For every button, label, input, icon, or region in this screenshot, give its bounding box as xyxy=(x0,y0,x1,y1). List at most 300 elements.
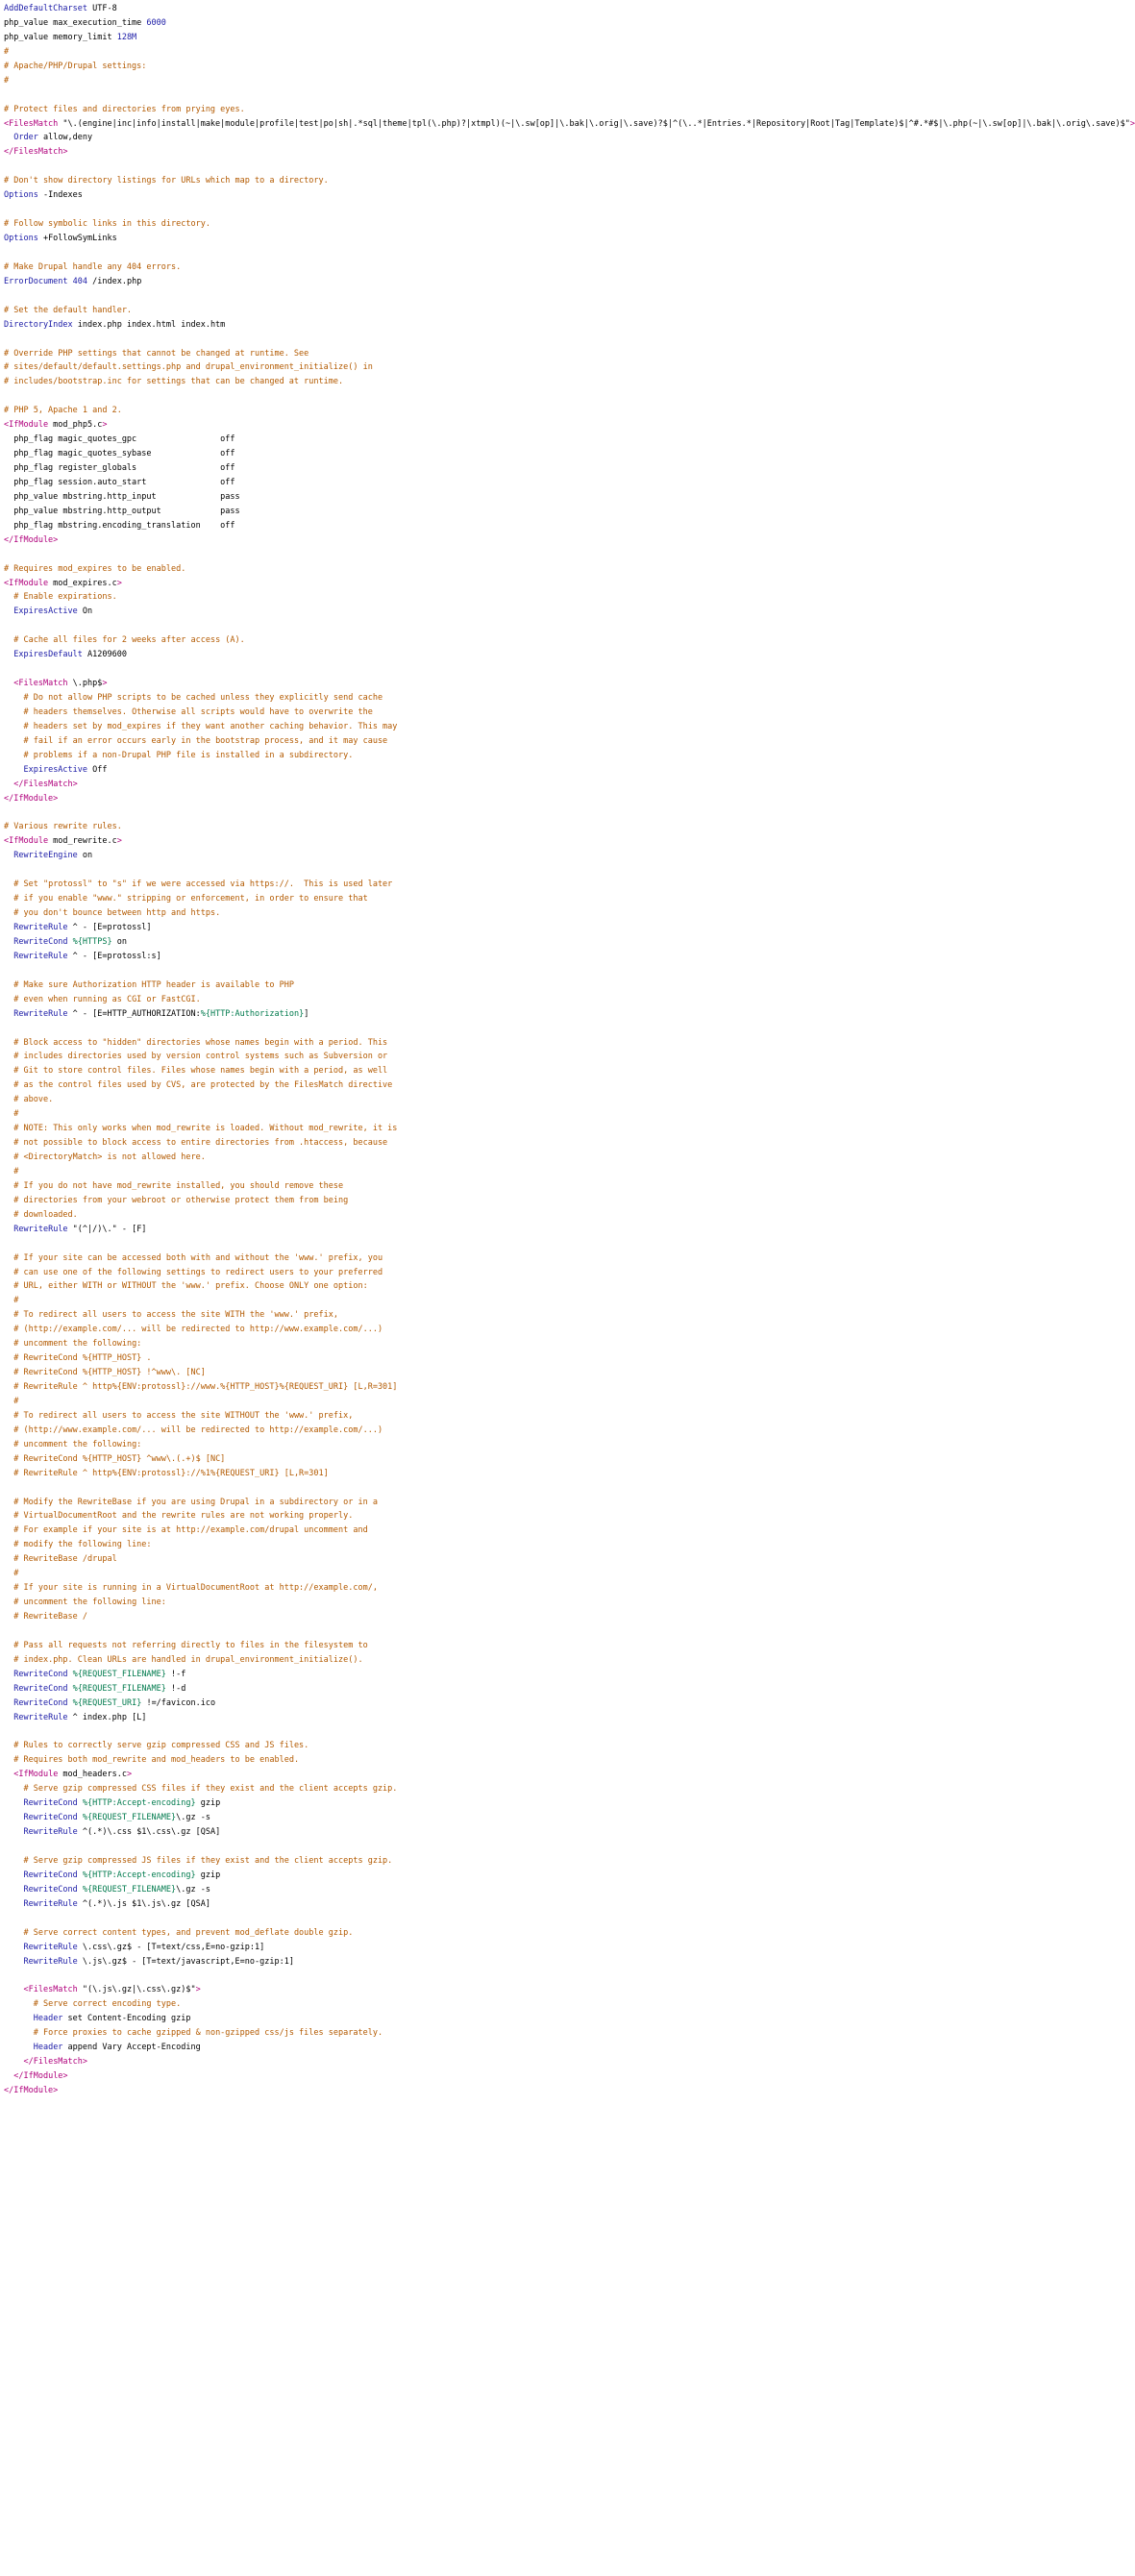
comment-token: # not possible to block access to entire directories from .htaccess, because xyxy=(13,1138,388,1149)
code-line xyxy=(4,1523,577,1538)
container-tag-token: </IfModule> xyxy=(4,793,59,804)
value-token: set Content-Encoding gzip xyxy=(62,2014,191,2024)
comment-token: # RewriteCond %{HTTP_HOST} !^www\. [NC] xyxy=(13,1368,206,1378)
code-line xyxy=(4,1538,577,1552)
value-token xyxy=(4,894,13,904)
value-token xyxy=(4,1856,23,1866)
value-token xyxy=(4,1296,13,1305)
comment-token: # Serve gzip compressed JS files if they exist and the client accepts gzip. xyxy=(23,1855,393,1866)
value-token: +FollowSymLinks xyxy=(37,234,117,243)
value-token: mod_rewrite.c xyxy=(48,836,117,847)
comment-token: # RewriteCond %{HTTP_HOST} ^www\.(.+)$ [NC] xyxy=(13,1453,226,1464)
code-line xyxy=(4,1395,577,1409)
code-line xyxy=(4,533,577,548)
value-token: on xyxy=(77,851,93,861)
comment-token: # Protect files and directories from prying eyes. xyxy=(4,104,245,114)
comment-token: # Cache all files for 2 weeks after access (A). xyxy=(13,635,245,646)
directive-token: Options xyxy=(4,190,38,201)
code-line xyxy=(4,1711,577,1725)
comment-token: # VirtualDocumentRoot and the rewrite rules are not working properly. xyxy=(13,1511,354,1522)
code-line xyxy=(4,820,577,834)
comment-token: # URL, either WITH or WITHOUT the 'www.' prefix. Choose ONLY one option: xyxy=(13,1281,368,1292)
comment-token: # Requires both mod_rewrite and mod_headers to be enabled. xyxy=(13,1755,300,1766)
comment-token: # Set "protossl" to "s" if we were accessed via https://. This is used later xyxy=(13,879,393,890)
container-tag-token: </FilesMatch> xyxy=(13,779,78,789)
value-token xyxy=(4,765,23,775)
value-token xyxy=(4,1066,13,1076)
container-tag-token: <IfModule xyxy=(4,578,49,588)
container-tag-token: > xyxy=(102,420,108,431)
code-line xyxy=(4,964,577,978)
value-token xyxy=(4,693,23,703)
container-tag-token: <FilesMatch xyxy=(13,679,68,689)
code-line xyxy=(4,1509,577,1523)
value-token xyxy=(4,1569,13,1578)
value-token: "(\.js\.gz|\.css\.gz)$" xyxy=(77,1985,196,1995)
value-token xyxy=(4,1670,13,1679)
comment-token: # index.php. Clean URLs are handled in drupal_environment_initialize(). xyxy=(13,1654,363,1665)
comment-token: # Git to store control files. Files whose names begin with a period, as well xyxy=(13,1066,388,1077)
comment-token: # Serve correct content types, and prevent mod_deflate double gzip. xyxy=(23,1927,354,1938)
code-line xyxy=(4,1854,577,1869)
code-line xyxy=(4,275,577,289)
value-token xyxy=(4,1525,13,1535)
code-line xyxy=(4,1194,577,1208)
value-token xyxy=(4,1253,13,1263)
container-tag-token: <IfModule xyxy=(4,836,49,847)
directive-token: RewriteCond xyxy=(13,1683,68,1694)
value-token xyxy=(4,1899,23,1909)
directive-token: ExpiresDefault xyxy=(13,650,83,660)
code-line xyxy=(4,1122,577,1136)
value-token xyxy=(4,1210,13,1220)
value-token xyxy=(4,1943,23,1952)
value-token xyxy=(4,1684,13,1694)
value-token xyxy=(4,1440,13,1449)
value-token: index.php index.html index.htm xyxy=(72,319,226,330)
code-line xyxy=(4,1022,577,1036)
code-line xyxy=(4,1811,577,1825)
code-line xyxy=(4,1007,577,1022)
value-token: gzip xyxy=(195,1798,221,1809)
value-token: php_value mbstring.http_input pass xyxy=(4,491,240,502)
comment-token: # Block access to "hidden" directories whose names begin with a period. This xyxy=(13,1037,388,1048)
comment-token: # uncomment the following: xyxy=(13,1439,142,1449)
comment-token: # includes/bootstrap.inc for settings that can be changed at runtime. xyxy=(4,377,344,387)
code-line xyxy=(4,1323,577,1337)
code-line xyxy=(4,74,577,88)
value-token xyxy=(4,1655,13,1665)
container-tag-token: <IfModule xyxy=(4,420,49,431)
value-token: php_flag magic_quotes_gpc off xyxy=(4,434,235,445)
comment-token: # If you do not have mod_rewrite installed, you should remove these xyxy=(13,1180,344,1191)
container-tag-token: > xyxy=(195,1985,201,1995)
value-token xyxy=(4,722,23,731)
code-line xyxy=(4,605,577,619)
comment-token: # (http://www.example.com/... will be redirected to http://example.com/...) xyxy=(13,1424,383,1435)
code-line xyxy=(4,260,577,275)
code-line xyxy=(4,1639,577,1653)
value-token: allow,deny xyxy=(37,133,93,143)
value-token xyxy=(4,2057,23,2067)
code-line xyxy=(4,734,577,749)
code-line xyxy=(4,749,577,763)
value-token xyxy=(4,133,13,142)
value-token xyxy=(4,592,13,602)
code-line xyxy=(4,1294,577,1308)
code-line xyxy=(4,333,577,347)
directive-token: RewriteRule xyxy=(13,1224,68,1234)
value-token xyxy=(4,1741,13,1750)
code-line xyxy=(4,2055,577,2069)
container-tag-token: </FilesMatch> xyxy=(4,147,68,158)
comment-token: # Follow symbolic links in this directory. xyxy=(4,219,210,230)
directive-token: ExpiresActive xyxy=(23,764,88,775)
variable-token: %{REQUEST_FILENAME} xyxy=(82,1813,177,1823)
value-token xyxy=(4,679,13,688)
directive-token: RewriteEngine xyxy=(13,851,78,861)
code-line xyxy=(4,490,577,505)
comment-token: # above. xyxy=(13,1095,54,1105)
code-line xyxy=(4,1682,577,1697)
code-line xyxy=(4,1753,577,1768)
code-line xyxy=(4,1782,577,1796)
code-line xyxy=(4,1496,577,1510)
directive-token: RewriteRule xyxy=(13,1712,68,1722)
code-line xyxy=(4,2026,577,2041)
comment-token: # <DirectoryMatch> is not allowed here. xyxy=(13,1152,206,1162)
value-token xyxy=(4,1268,13,1277)
code-line xyxy=(4,1668,577,1682)
comment-token: # xyxy=(4,75,10,86)
container-tag-token: </IfModule> xyxy=(13,2071,68,2081)
code-line xyxy=(4,347,577,361)
number-token: 6000 xyxy=(146,17,166,28)
directive-token: Header xyxy=(33,2014,63,2024)
code-line xyxy=(4,1825,577,1840)
container-tag-token: <FilesMatch xyxy=(4,118,59,129)
code-line xyxy=(4,792,577,806)
comment-token: # RewriteBase /drupal xyxy=(13,1554,117,1565)
value-token xyxy=(4,1225,13,1234)
comment-token: # Don't show directory listings for URLs which map to a directory. xyxy=(4,176,329,186)
code-line xyxy=(4,778,577,792)
comment-token: # xyxy=(13,1166,19,1177)
value-token xyxy=(4,1554,13,1564)
container-tag-token: > xyxy=(116,836,122,847)
comment-token: # RewriteBase / xyxy=(13,1612,88,1622)
code-line xyxy=(4,863,577,878)
comment-token: # Force proxies to cache gzipped & non-gzipped css/js files separately. xyxy=(33,2028,383,2039)
value-token xyxy=(4,1353,13,1363)
value-token xyxy=(4,937,13,947)
comment-token: # Requires mod_expires to be enabled. xyxy=(4,563,186,574)
comment-token: # Enable expirations. xyxy=(13,592,117,603)
container-tag-token: <FilesMatch xyxy=(23,1985,78,1995)
value-token xyxy=(4,1454,13,1464)
code-line xyxy=(4,1739,577,1753)
comment-token: # NOTE: This only works when mod_rewrite is loaded. Without mod_rewrite, it is xyxy=(13,1124,398,1134)
value-token: \.php$ xyxy=(67,679,103,689)
comment-token: # PHP 5, Apache 1 and 2. xyxy=(4,406,122,416)
value-token: mod_headers.c xyxy=(58,1770,127,1780)
code-line xyxy=(4,31,577,45)
code-line xyxy=(4,2012,577,2026)
code-line xyxy=(4,1279,577,1294)
code-line xyxy=(4,1064,577,1078)
value-token xyxy=(4,1511,13,1521)
code-line xyxy=(4,289,577,304)
comment-token: # For example if your site is at http://example.com/drupal uncomment and xyxy=(13,1525,368,1536)
comment-token: # uncomment the following line: xyxy=(13,1598,166,1608)
variable-token: %{HTTPS} xyxy=(72,936,112,947)
value-token xyxy=(4,2071,13,2081)
value-token xyxy=(4,2014,34,2023)
value-token: \.gz -s xyxy=(176,1813,210,1823)
code-line xyxy=(4,1596,577,1610)
value-token xyxy=(4,1425,13,1435)
code-line xyxy=(4,691,577,706)
code-line xyxy=(4,677,577,691)
container-tag-token: > xyxy=(102,679,108,689)
value-token: on xyxy=(111,936,127,947)
code-line xyxy=(4,935,577,950)
code-line xyxy=(4,806,577,821)
code-line xyxy=(4,993,577,1007)
container-tag-token: <IfModule xyxy=(13,1770,59,1780)
value-token xyxy=(4,1755,13,1765)
comment-token: # uncomment the following: xyxy=(13,1339,142,1350)
code-line xyxy=(4,476,577,490)
value-token: ] xyxy=(304,1008,309,1019)
comment-token: # headers themselves. Otherwise all scripts would have to overwrite the xyxy=(23,706,373,717)
comment-token: # directories from your webroot or otherwise protect them from being xyxy=(13,1195,349,1205)
value-token xyxy=(4,1052,13,1061)
value-token xyxy=(4,1196,13,1205)
directive-token: RewriteCond xyxy=(13,936,68,947)
value-token: mod_expires.c xyxy=(48,578,117,588)
code-line xyxy=(4,2069,577,2084)
code-line xyxy=(4,1308,577,1323)
directive-token: RewriteCond xyxy=(23,1813,78,1823)
comment-token: # Set the default handler. xyxy=(4,305,133,315)
value-token: On xyxy=(77,607,93,617)
comment-token: # Apache/PHP/Drupal settings: xyxy=(4,61,147,71)
directive-token: Header xyxy=(33,2043,63,2053)
value-token xyxy=(4,1583,13,1593)
code-line xyxy=(4,203,577,217)
value-token xyxy=(4,1598,13,1607)
value-token: php_flag magic_quotes_sybase off xyxy=(4,449,235,459)
value-token: ^ - [E=HTTP_AUTHORIZATION: xyxy=(67,1008,201,1019)
code-line xyxy=(4,1955,577,1969)
code-line xyxy=(4,360,577,375)
directive-token: ExpiresActive xyxy=(13,607,78,617)
comment-token: # If your site is running in a VirtualDocumentRoot at http://example.com/, xyxy=(13,1583,378,1594)
directive-token: RewriteRule xyxy=(23,1827,78,1838)
code-line xyxy=(4,849,577,863)
value-token: "(^|/)\." - [F] xyxy=(67,1224,147,1234)
value-token xyxy=(4,1397,13,1406)
code-line xyxy=(4,978,577,993)
variable-token: %{REQUEST_FILENAME} xyxy=(72,1683,166,1694)
value-token: -Indexes xyxy=(37,190,83,201)
value-token xyxy=(4,736,23,746)
code-line xyxy=(4,1481,577,1496)
code-line xyxy=(4,1983,577,1997)
value-token xyxy=(4,650,13,659)
comment-token: # Make Drupal handle any 404 errors. xyxy=(4,261,182,272)
code-line xyxy=(4,318,577,333)
directive-token: RewriteRule xyxy=(13,951,68,961)
value-token xyxy=(4,1167,13,1177)
code-line xyxy=(4,1941,577,1955)
value-token xyxy=(4,980,13,990)
directive-token: RewriteRule xyxy=(13,923,68,932)
value-token: append Vary Accept-Encoding xyxy=(62,2043,201,2053)
code-line xyxy=(4,2,577,16)
comment-token: # headers set by mod_expires if they want another caching behavior. This may xyxy=(23,721,398,731)
code-line xyxy=(4,1078,577,1093)
value-token: Off xyxy=(87,764,108,775)
value-token xyxy=(4,851,13,860)
directive-token: RewriteRule xyxy=(23,1956,78,1967)
directive-token: AddDefaultCharset xyxy=(4,4,87,13)
code-line xyxy=(4,160,577,174)
variable-token: %{HTTP:Accept-encoding} xyxy=(82,1870,196,1880)
container-tag-token: > xyxy=(126,1770,133,1780)
number-token: 404 xyxy=(72,276,88,286)
code-line xyxy=(4,1050,577,1064)
code-line xyxy=(4,1697,577,1711)
value-token: ^(.*)\.css $1\.css\.gz [QSA] xyxy=(77,1827,221,1838)
value-token xyxy=(4,1095,13,1104)
value-token: !-f xyxy=(165,1669,186,1679)
comment-token: # xyxy=(13,1396,19,1406)
comment-token: # modify the following line: xyxy=(13,1540,152,1550)
directive-token: RewriteCond xyxy=(23,1884,78,1895)
code-line xyxy=(4,519,577,533)
value-token xyxy=(4,2043,34,2052)
value-token xyxy=(4,1325,13,1334)
value-token xyxy=(4,1827,23,1837)
code-line xyxy=(4,131,577,145)
comment-token: # Serve correct encoding type. xyxy=(33,1999,182,2010)
value-token: \.js\.gz$ - [T=text/javascript,E=no-gzip:1] xyxy=(77,1956,294,1967)
value-token xyxy=(4,1698,13,1708)
value-token xyxy=(4,751,23,760)
code-line xyxy=(4,921,577,935)
code-line xyxy=(4,834,577,849)
code-line xyxy=(4,763,577,778)
directive-token: ErrorDocument xyxy=(4,276,68,286)
comment-token: # downloaded. xyxy=(13,1209,78,1220)
value-token xyxy=(4,1641,13,1650)
comment-token: # Various rewrite rules. xyxy=(4,822,122,832)
code-line xyxy=(4,1179,577,1194)
value-token xyxy=(4,707,23,717)
code-line xyxy=(4,906,577,921)
comment-token: # Pass all requests not referring directly to files in the filesystem to xyxy=(13,1640,368,1650)
comment-token: # can use one of the following settings to redirect users to your preferred xyxy=(13,1267,383,1277)
directive-token: RewriteCond xyxy=(23,1870,78,1880)
comment-token: # as the control files used by CVS, are protected by the FilesMatch directive xyxy=(13,1080,393,1091)
code-line xyxy=(4,1380,577,1395)
comment-token: # RewriteCond %{HTTP_HOST} . xyxy=(13,1353,152,1364)
value-token xyxy=(4,1310,13,1320)
code-line xyxy=(4,433,577,447)
code-line xyxy=(4,103,577,117)
directive-token: RewriteCond xyxy=(13,1697,68,1708)
code-line xyxy=(4,1796,577,1811)
code-line xyxy=(4,633,577,648)
code-line xyxy=(4,1912,577,1926)
comment-token: # fail if an error occurs early in the bootstrap process, and it may cause xyxy=(23,735,388,746)
value-token: ^ index.php [L] xyxy=(67,1712,147,1722)
value-token: /index.php xyxy=(87,276,142,286)
value-token xyxy=(4,1382,13,1392)
comment-token: # To redirect all users to access the site WITHOUT the 'www.' prefix, xyxy=(13,1410,354,1421)
code-line xyxy=(4,2084,577,2098)
code-line xyxy=(4,878,577,892)
value-token xyxy=(4,780,13,789)
value-token: php_flag mbstring.encoding_translation off xyxy=(4,520,235,531)
code-line xyxy=(4,1337,577,1351)
comment-token: # xyxy=(13,1569,19,1579)
comment-token: # To redirect all users to access the site WITH the 'www.' prefix, xyxy=(13,1310,339,1321)
container-tag-token: </IfModule> xyxy=(4,2085,59,2095)
container-tag-token: > xyxy=(116,578,122,588)
code-line xyxy=(4,1581,577,1596)
value-token xyxy=(4,1124,13,1133)
value-token xyxy=(4,879,13,889)
comment-token: # Make sure Authorization HTTP header is available to PHP xyxy=(13,979,294,990)
value-token xyxy=(4,1368,13,1377)
comment-token: # even when running as CGI or FastCGI. xyxy=(13,994,201,1004)
variable-token: %{REQUEST_URI} xyxy=(72,1697,142,1708)
directive-token: RewriteRule xyxy=(13,1008,68,1019)
code-line xyxy=(4,562,577,577)
value-token: UTF-8 xyxy=(87,4,117,13)
code-line xyxy=(4,1237,577,1251)
code-line xyxy=(4,232,577,246)
comment-token: # xyxy=(13,1109,19,1120)
comment-token: # Rules to correctly serve gzip compressed CSS and JS files. xyxy=(13,1741,309,1751)
value-token xyxy=(4,1885,23,1895)
directive-token: RewriteRule xyxy=(23,1898,78,1909)
comment-token: # sites/default/default.settings.php and drupal_environment_initialize() in xyxy=(4,362,373,373)
code-line xyxy=(4,447,577,461)
code-line xyxy=(4,1409,577,1424)
code-line xyxy=(4,1840,577,1854)
value-token: gzip xyxy=(195,1870,221,1880)
code-line xyxy=(4,590,577,605)
code-line xyxy=(4,375,577,389)
code-line xyxy=(4,1136,577,1151)
code-line xyxy=(4,117,1135,132)
code-line xyxy=(4,1969,577,1983)
variable-token: %{REQUEST_FILENAME} xyxy=(72,1669,166,1679)
container-tag-token: </IfModule> xyxy=(4,534,59,545)
value-token: php_flag session.auto_start off xyxy=(4,477,235,487)
comment-token: # RewriteRule ^ http%{ENV:protossl}://%1%{REQUEST_URI} [L,R=301] xyxy=(13,1468,329,1478)
value-token xyxy=(4,995,13,1004)
value-token xyxy=(4,1498,13,1507)
code-line xyxy=(4,548,577,562)
code-line xyxy=(4,505,577,519)
code-line xyxy=(4,892,577,906)
code-line xyxy=(4,648,577,662)
